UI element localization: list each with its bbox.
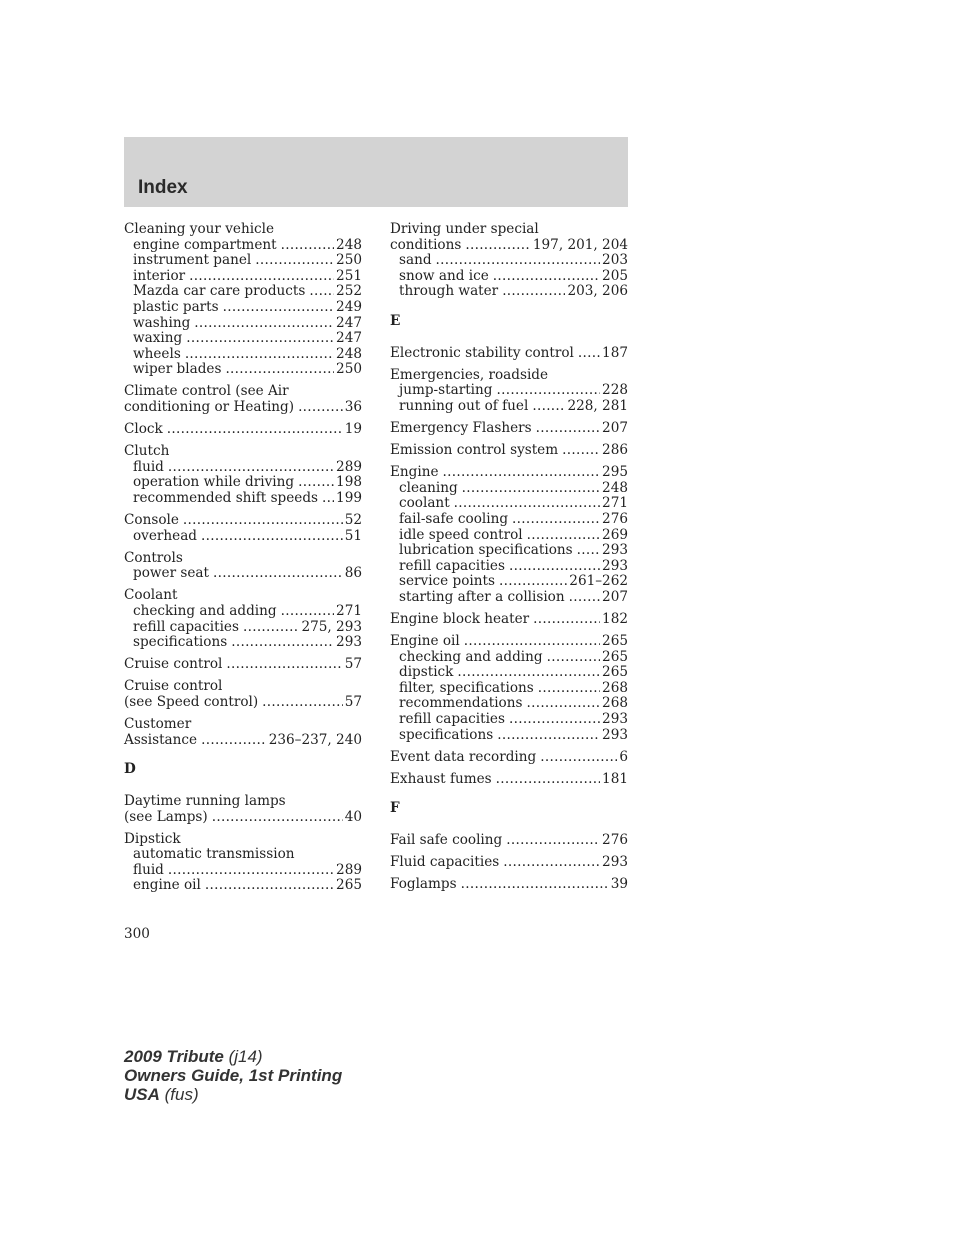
index-term: Clutch: [124, 443, 170, 460]
dot-leader: [540, 750, 617, 766]
index-subentry: [390, 559, 628, 575]
index-page-ref: 269: [602, 526, 628, 543]
index-page-ref: 295: [602, 464, 628, 481]
index-term: plastic parts: [133, 298, 219, 315]
index-heading: [124, 222, 362, 238]
footer-region-code: (fus): [159, 1085, 199, 1104]
index-subentry: [124, 475, 362, 491]
dot-leader: [503, 855, 600, 871]
index-term: overhead: [133, 527, 198, 544]
index-term: lubrication specifications: [399, 542, 573, 559]
page-number: 300: [124, 926, 150, 942]
index-term: Exhaust fumes: [390, 770, 492, 787]
index-subentry: [390, 574, 628, 590]
header-band: [124, 137, 628, 207]
index-section-letter: E: [390, 312, 401, 329]
index-heading: [124, 717, 362, 733]
index-subentry: [390, 253, 628, 269]
index-entry: [124, 794, 362, 825]
index-term: Coolant: [124, 587, 178, 604]
index-page-ref: 52: [344, 512, 362, 529]
index-page-ref: 236–237, 240: [268, 731, 362, 748]
index-page-ref: 247: [336, 330, 362, 347]
index-page-ref: 265: [602, 648, 628, 665]
index-heading: [390, 421, 628, 437]
index-term: fail-safe cooling: [399, 510, 509, 527]
index-heading: [390, 238, 628, 254]
index-term: refill capacities: [399, 711, 505, 728]
dot-leader: [562, 443, 600, 459]
index-term: Controls: [124, 549, 183, 566]
index-term: starting after a collision: [399, 588, 565, 605]
dot-leader: [569, 590, 600, 606]
index-subentry: [390, 681, 628, 697]
dot-leader: [436, 253, 601, 269]
index-page-ref: 203, 206: [567, 283, 628, 300]
index-term: Foglamps: [390, 876, 457, 893]
footer-region: USA: [124, 1085, 160, 1104]
index-entry: [390, 833, 628, 849]
index-heading: [390, 443, 628, 459]
index-subentry: [390, 650, 628, 666]
dot-leader: [231, 635, 334, 651]
dot-leader: [577, 543, 600, 559]
index-term: operation while driving: [133, 474, 295, 491]
index-term: specifications: [133, 634, 228, 651]
index-subentry: [124, 878, 362, 894]
index-entry: [124, 513, 362, 544]
index-page-ref: 268: [602, 679, 628, 696]
dot-leader: [281, 238, 334, 254]
index-subentry: [124, 460, 362, 476]
dot-leader: [509, 712, 600, 728]
index-term: checking and adding: [133, 603, 277, 620]
index-page-ref: 197, 201, 204: [532, 236, 628, 253]
index-term: Engine block heater: [390, 610, 530, 627]
index-page-ref: 265: [336, 877, 362, 894]
index-term: checking and adding: [399, 648, 543, 665]
index-subentry: [390, 590, 628, 606]
index-subentry: [390, 512, 628, 528]
dot-leader: [212, 810, 343, 826]
dot-leader: [225, 362, 334, 378]
index-heading: [124, 400, 362, 416]
index-term: dipstick: [399, 664, 454, 681]
dot-leader: [281, 604, 334, 620]
dot-leader: [454, 496, 600, 512]
dot-leader: [533, 612, 600, 628]
index-term: waxing: [133, 330, 183, 347]
index-term: refill capacities: [133, 618, 239, 635]
index-heading: [390, 368, 628, 384]
index-page-ref: 249: [336, 298, 362, 315]
index-page-ref: 181: [602, 770, 628, 787]
page-title: Index: [138, 177, 188, 198]
index-page-ref: 19: [344, 421, 362, 438]
dot-leader: [532, 399, 565, 415]
index-subentry: [390, 496, 628, 512]
index-subentry: [124, 863, 362, 879]
index-term: Clock: [124, 421, 163, 438]
index-heading: [124, 384, 362, 400]
index-entry: [124, 222, 362, 378]
index-subentry: [124, 331, 362, 347]
index-term: service points: [399, 573, 495, 590]
index-subentry: [390, 284, 628, 300]
footer-guide: Owners Guide, 1st Printing: [124, 1066, 343, 1085]
index-page-ref: 198: [336, 474, 362, 491]
dot-leader: [201, 733, 267, 749]
footer: [124, 1047, 342, 1104]
index-heading: [390, 772, 628, 788]
index-heading: [390, 612, 628, 628]
dot-leader: [493, 269, 600, 285]
dot-leader: [213, 566, 343, 582]
dot-leader: [527, 528, 600, 544]
dot-leader: [309, 284, 334, 300]
index-page-ref: 57: [344, 694, 362, 711]
index-term: Cruise control: [124, 656, 223, 673]
index-term: fluid: [133, 861, 164, 878]
index-page-ref: 265: [602, 664, 628, 681]
dot-leader: [298, 400, 343, 416]
index-subentry: [124, 347, 362, 363]
index-heading: [390, 634, 628, 650]
index-subentry: [124, 491, 362, 507]
index-page-ref: 248: [336, 345, 362, 362]
index-page-ref: 36: [344, 399, 362, 416]
index-term: Fluid capacities: [390, 854, 500, 871]
index-term: running out of fuel: [399, 397, 529, 414]
index-subentry: [124, 362, 362, 378]
index-subentry: [390, 528, 628, 544]
dot-leader: [536, 421, 600, 437]
index-term: wiper blades: [133, 361, 222, 378]
index-term: Emergency Flashers: [390, 419, 532, 436]
index-column-right: [390, 222, 628, 893]
index-section-letter: D: [124, 761, 136, 778]
index-page-ref: 293: [602, 726, 628, 743]
dot-leader: [167, 422, 343, 438]
index-entry: [124, 444, 362, 506]
dot-leader: [464, 634, 600, 650]
footer-model: 2009 Tribute: [124, 1047, 224, 1066]
dot-leader: [189, 269, 334, 285]
index-entry: [390, 465, 628, 605]
index-page-ref: 293: [602, 854, 628, 871]
dot-leader: [186, 331, 334, 347]
dot-leader: [578, 346, 600, 362]
index-entry: [124, 588, 362, 650]
index-page-ref: 40: [344, 808, 362, 825]
index-subentry: [390, 728, 628, 744]
index-entry: [124, 384, 362, 415]
index-heading: [124, 832, 362, 848]
index-entry: [390, 443, 628, 459]
index-entry: [124, 422, 362, 438]
index-heading: [124, 810, 362, 826]
index-term: idle speed control: [399, 526, 523, 543]
dot-leader: [205, 878, 334, 894]
index-term: recommendations: [399, 695, 523, 712]
index-term: Cruise control: [124, 678, 223, 695]
dot-leader: [262, 695, 343, 711]
index-subentry: [124, 529, 362, 545]
dot-leader: [322, 491, 334, 507]
index-heading: [124, 733, 362, 749]
index-term: Assistance: [124, 731, 198, 748]
index-page-ref: 251: [336, 267, 362, 284]
index-term: washing: [133, 314, 191, 331]
dot-leader: [547, 650, 600, 666]
index-term: power seat: [133, 565, 209, 582]
index-page-ref: 86: [344, 565, 362, 582]
index-term: Fail safe cooling: [390, 832, 503, 848]
index-heading: [390, 465, 628, 481]
dot-leader: [168, 460, 334, 476]
index-subentry: [390, 543, 628, 559]
dot-leader: [183, 513, 343, 529]
index-term: specifications: [399, 726, 494, 743]
index-section-letter: F: [390, 800, 400, 817]
index-term: snow and ice: [399, 267, 489, 284]
index-term: instrument panel: [133, 252, 252, 269]
index-heading: [124, 695, 362, 711]
index-page-ref: 265: [602, 633, 628, 650]
index-term: Emission control system: [390, 442, 559, 459]
dot-leader: [298, 475, 334, 491]
index-term: sand: [399, 252, 432, 269]
index-term: cleaning: [399, 479, 458, 496]
index-page-ref: 252: [336, 283, 362, 300]
index-page-ref: 276: [602, 510, 628, 527]
dot-leader: [168, 863, 334, 879]
index-page-ref: 271: [336, 603, 362, 620]
dot-leader: [506, 833, 600, 849]
dot-leader: [201, 529, 343, 545]
index-term: Daytime running lamps: [124, 792, 286, 809]
index-term: (see Speed control): [124, 694, 259, 711]
index-heading: [124, 513, 362, 529]
index-subentry: [390, 383, 628, 399]
dot-leader: [462, 481, 600, 497]
index-heading: [390, 855, 628, 871]
index-page-ref: 6: [619, 748, 628, 765]
index-heading: [124, 551, 362, 567]
index-term: conditioning or Heating): [124, 399, 295, 416]
index-subentry: [390, 696, 628, 712]
index-term: engine oil: [133, 877, 201, 894]
index-page-ref: 187: [602, 344, 628, 361]
index-page-ref: 293: [602, 542, 628, 559]
index-page-ref: 199: [336, 490, 362, 506]
index-subentry: [124, 566, 362, 582]
index-subentry: [390, 269, 628, 285]
index-page-ref: 293: [602, 557, 628, 574]
index-subentry: [124, 238, 362, 254]
dot-leader: [443, 465, 601, 481]
index-term: refill capacities: [399, 557, 505, 574]
index-entry: [124, 679, 362, 710]
dot-leader: [226, 657, 342, 673]
index-page-ref: 275, 293: [301, 618, 362, 635]
index-subentry: [390, 712, 628, 728]
dot-leader: [502, 284, 565, 300]
index-term: jump-starting: [399, 382, 493, 399]
index-subentry: [124, 253, 362, 269]
index-term: fluid: [133, 458, 164, 475]
index-subentry: [124, 847, 362, 863]
index-page-ref: 268: [602, 695, 628, 712]
index-heading: [124, 794, 362, 810]
index-subentry: [124, 300, 362, 316]
footer-model-code: (j14): [223, 1047, 263, 1066]
index-heading: [124, 657, 362, 673]
index-page-ref: 271: [602, 495, 628, 512]
dot-leader: [509, 559, 600, 575]
index-subentry: [124, 284, 362, 300]
index-subentry: [124, 620, 362, 636]
index-term: Customer: [124, 716, 192, 733]
index-column-left: [124, 222, 362, 894]
index-page-ref: 182: [602, 610, 628, 627]
index-page-ref: 248: [602, 479, 628, 496]
dot-leader: [465, 238, 531, 254]
dot-leader: [457, 665, 600, 681]
index-term: Engine: [390, 464, 439, 481]
index-page-ref: 228, 281: [567, 397, 628, 414]
index-page-ref: 293: [602, 711, 628, 728]
index-heading: [390, 877, 628, 893]
index-entry: [124, 551, 362, 582]
index-subentry: [390, 481, 628, 497]
index-term: Engine oil: [390, 633, 460, 650]
index-heading: [390, 346, 628, 362]
index-term: Console: [124, 512, 179, 529]
index-page-ref: 261–262: [569, 573, 628, 590]
index-heading: [124, 444, 362, 460]
index-entry: [390, 634, 628, 743]
index-subentry: [390, 665, 628, 681]
index-entry: [124, 717, 362, 748]
index-entry: [390, 877, 628, 893]
dot-leader: [461, 877, 609, 893]
index-page-ref: 39: [610, 876, 628, 893]
dot-leader: [255, 253, 334, 269]
index-entry: [390, 855, 628, 871]
dot-leader: [496, 383, 600, 399]
index-term: conditions: [390, 236, 462, 253]
index-page-ref: 57: [344, 656, 362, 673]
index-page-ref: 51: [344, 527, 362, 544]
index-page-ref: 207: [602, 588, 628, 605]
index-term: (see Lamps): [124, 808, 208, 825]
index-subentry: [390, 399, 628, 415]
index-term: Event data recording: [390, 748, 537, 765]
index-term: Driving under special: [390, 221, 539, 237]
index-term: coolant: [399, 495, 450, 512]
index-subentry: [124, 269, 362, 285]
index-heading: [390, 750, 628, 766]
dot-leader: [243, 620, 300, 636]
dot-leader: [223, 300, 334, 316]
index-term: filter, specifications: [399, 679, 534, 696]
index-term: wheels: [133, 345, 181, 362]
index-page-ref: 250: [336, 252, 362, 269]
index-subentry: [124, 604, 362, 620]
index-heading: [124, 679, 362, 695]
index-page-ref: 250: [336, 361, 362, 378]
index-heading: [124, 422, 362, 438]
index-page-ref: 248: [336, 236, 362, 253]
dot-leader: [496, 772, 600, 788]
index-term: through water: [399, 283, 499, 300]
index-entry: [124, 657, 362, 673]
index-term: Climate control (see Air: [124, 383, 289, 400]
index-page-ref: 247: [336, 314, 362, 331]
dot-leader: [497, 728, 600, 744]
index-entry: [124, 832, 362, 894]
index-page-ref: 207: [602, 419, 628, 436]
index-entry: [390, 772, 628, 788]
index-entry: [390, 612, 628, 628]
index-entry: [390, 346, 628, 362]
index-term: Cleaning your vehicle: [124, 221, 275, 237]
index-entry: [390, 368, 628, 415]
index-term: automatic transmission: [133, 846, 295, 863]
index-page-ref: 289: [336, 458, 362, 475]
index-page-ref: 276: [602, 832, 628, 848]
index-term: Mazda car care products: [133, 283, 306, 300]
index-term: Dipstick: [124, 830, 181, 847]
index-term: engine compartment: [133, 236, 277, 253]
index-heading: [124, 588, 362, 604]
index-term: Electronic stability control: [390, 344, 574, 361]
index-term: interior: [133, 267, 186, 284]
dot-leader: [512, 512, 600, 528]
dot-leader: [499, 574, 567, 590]
index-page-ref: 289: [336, 861, 362, 878]
index-heading: [390, 222, 628, 238]
index-entry: [390, 750, 628, 766]
dot-leader: [185, 347, 334, 363]
index-entry: [390, 222, 628, 300]
index-entry: [390, 421, 628, 437]
index-page-ref: 205: [602, 267, 628, 284]
index-term: recommended shift speeds: [133, 490, 319, 506]
index-heading: [390, 833, 628, 849]
index-term: Emergencies, roadside: [390, 366, 549, 383]
index-subentry: [124, 635, 362, 651]
index-subentry: [124, 316, 362, 332]
index-page-ref: 228: [602, 382, 628, 399]
index-page-ref: 286: [602, 442, 628, 459]
dot-leader: [194, 316, 334, 332]
index-page-ref: 293: [336, 634, 362, 651]
dot-leader: [526, 696, 600, 712]
index-page-ref: 203: [602, 252, 628, 269]
dot-leader: [538, 681, 600, 697]
